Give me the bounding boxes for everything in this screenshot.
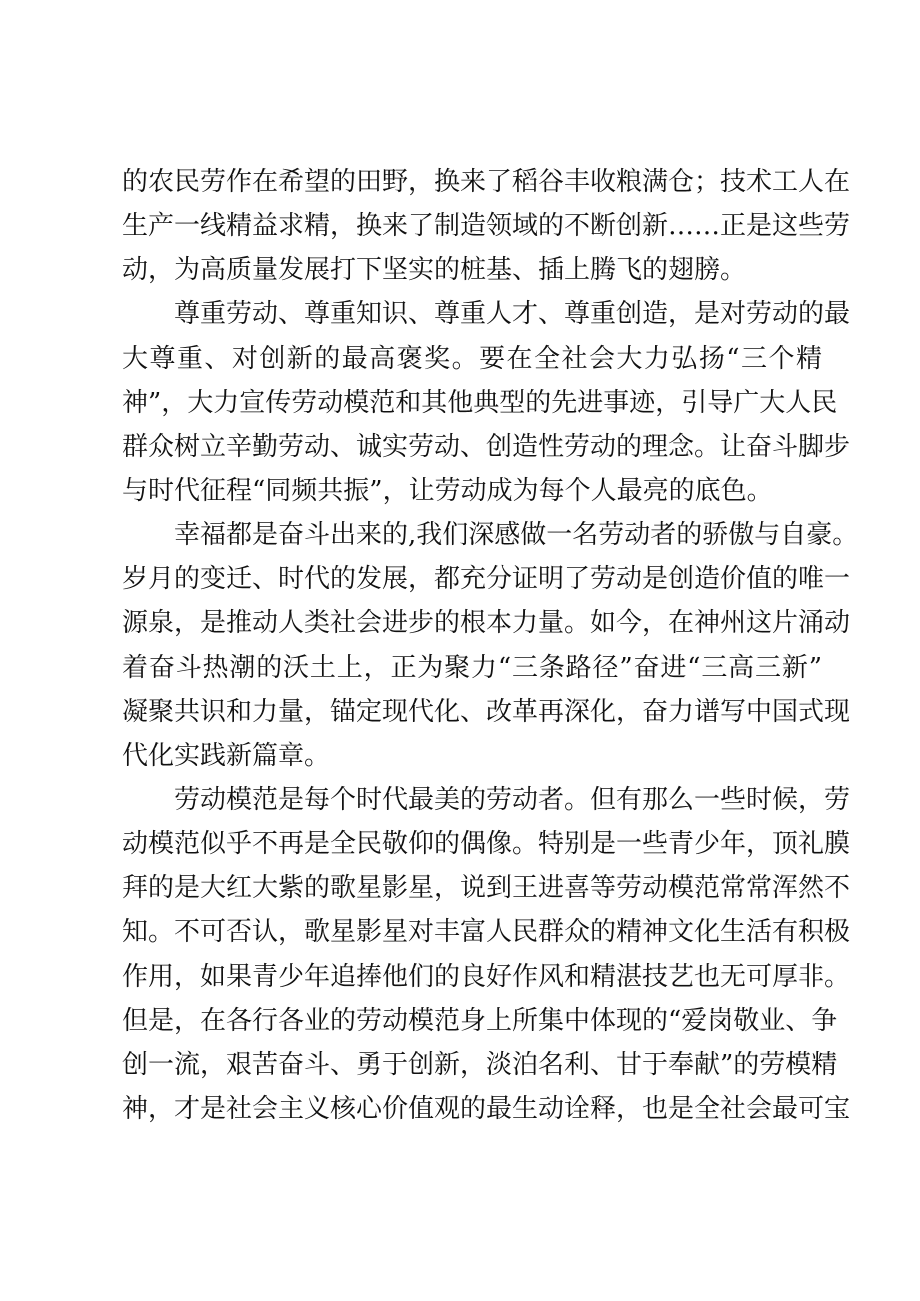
text-line: 生产一线精益求精，换来了制造领域的不断创新……正是这些劳: [122, 211, 851, 242]
text-line: 动模范似乎不再是全民敬仰的偶像。特别是一些青少年，顶礼膜: [122, 829, 851, 860]
document-body: [122, 160, 859, 1131]
text-line: 与时代征程“同频共振”，让劳动成为每个人最亮的底色。: [122, 475, 773, 506]
text-line: 代化实践新篇章。: [122, 740, 331, 771]
paragraph-first-line: 尊重劳动、尊重知识、尊重人才、尊重创造，是对劳动的最: [174, 299, 851, 330]
paragraph-first-line: 幸福都是奋斗出来的,我们深感做一名劳动者的骄傲与自豪。: [174, 520, 859, 551]
text-line: 动，为高质量发展打下坚实的桩基、插上腾飞的翅膀。: [122, 255, 747, 286]
text-line: 神，才是社会主义核心价值观的最生动诠释，也是全社会最可宝: [122, 1093, 851, 1124]
text-line: 拜的是大红大紫的歌星影星，说到王进喜等劳动模范常常浑然不: [122, 873, 851, 904]
text-line: 岁月的变迁、时代的发展，都充分证明了劳动是创造价值的唯一: [122, 564, 851, 595]
paragraph-first-line: 劳动模范是每个时代最美的劳动者。但有那么一些时候，劳: [174, 784, 851, 815]
text-line: 大尊重、对创新的最高褒奖。要在全社会大力弘扬“三个精: [122, 343, 822, 374]
text-line: 创一流，艰苦奋斗、勇于创新，淡泊名利、甘于奉献”的劳模精: [122, 1049, 838, 1080]
text-line: 但是，在各行各业的劳动模范身上所集中体现的“爱岗敬业、争: [122, 1005, 838, 1036]
text-line: 的农民劳作在希望的田野，换来了稻谷丰收粮满仓；技术工人在: [122, 167, 851, 197]
text-line: 神”，大力宣传劳动模范和其他典型的先进事迹，引导广大人民: [122, 387, 838, 418]
text-line: 群众树立辛勤劳动、诚实劳动、创造性劳动的理念。让奋斗脚步: [122, 431, 851, 462]
text-line: 源泉，是推动人类社会进步的根本力量。如今，在神州这片涌动: [122, 608, 851, 639]
text-line: 凝聚共识和力量，锚定现代化、改革再深化，奋力谱写中国式现: [122, 696, 851, 727]
text-line: 作用，如果青少年追捧他们的良好作风和精湛技艺也无可厚非。: [122, 961, 851, 992]
text-line: 着奋斗热潮的沃土上，正为聚力“三条路径”奋进“三高三新”: [122, 652, 822, 683]
text-line: 知。不可否认，歌星影星对丰富人民群众的精神文化生活有积极: [122, 917, 851, 948]
